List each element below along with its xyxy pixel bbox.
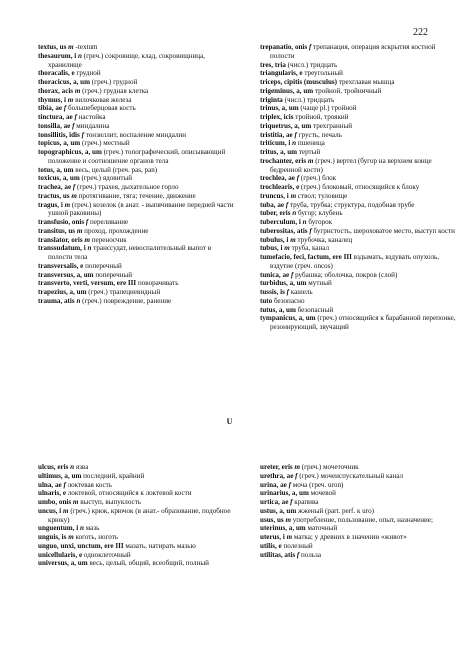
dictionary-entry [38,551,234,560]
dictionary-entry [260,227,456,236]
entry-headword: tussis, is [260,288,285,296]
entry-headword: urina, ae [260,480,287,489]
entry-gender: m [72,498,79,506]
entry-headword: trepanatio, onis [260,43,308,51]
dictionary-column-bottom-right [260,463,456,559]
dictionary-entry [260,524,456,533]
dictionary-entry [38,122,234,131]
entry-headword: trinus, a, um [260,104,299,113]
entry-gender: n [302,218,307,226]
entry-headword: transsudatum, i [38,244,86,253]
entry-definition: поворачивать [136,279,179,288]
entry-definition: вилочковая железа [73,95,132,104]
entry-definition: безопасный [295,305,334,314]
entry-headword: unicellularis, e [38,550,83,559]
entry-gender: n [80,524,84,533]
entry-definition: (греч.) мочеточник [300,463,359,471]
dictionary-entry [38,96,234,105]
dictionary-entry [38,218,234,227]
entry-headword: ustus, a, um [260,506,297,515]
entry-definition: (греч.) топографический, описывающий положение и соотношение органов тела [48,148,226,165]
dictionary-entry [38,244,234,262]
entry-gender: f [63,104,67,113]
entry-definition: протягивание, тяга; течение, движение [76,191,196,200]
dictionary-entry [38,131,234,140]
dictionary-entry [260,131,456,140]
entry-headword: usus, us [260,515,284,524]
entry-definition: трепанация, операция вскрытия костной полости [270,43,436,60]
entry-headword: triquetrus, a, um [260,121,312,130]
entry-definition: (греч.) блоковый, относящийся к блоку [299,183,420,191]
dictionary-entry [260,489,456,498]
entry-definition: (греч.) относящийся к барабанной перепонке, резонирующий, звучащий [270,314,456,331]
entry-definition: бугристость, шероховатое место, выступ кости [311,226,455,235]
entry-gender: m [67,95,74,104]
entry-definition: (греч.) мочеиспускательный канал [297,471,404,480]
dictionary-entry [260,236,456,245]
entry-headword: trigeminus, a, um [260,86,314,95]
entry-headword: transverto, verti, versum, ere III [38,279,137,288]
dictionary-entry [260,542,456,551]
entry-headword: turbidus, a, um [260,279,307,288]
entry-definition: бугор; клубень [296,209,343,218]
entry-gender: f [85,218,89,226]
entry-headword: urethra, ae [260,471,294,480]
dictionary-entry [260,533,456,542]
entry-headword: topographicus, a, um [38,148,102,156]
entry-gender: n [292,209,297,218]
entry-definition: (греч.) козелок (в анат. - выпячивание передней части ушной раковины) [48,200,234,218]
entry-gender: f [288,480,291,489]
dictionary-entry [260,551,456,560]
dictionary-entry [38,148,234,166]
entry-headword: tres, tria [260,60,286,69]
entry-definition: бугорок [306,218,333,226]
entry-gender: m [286,533,293,541]
dictionary-entry [38,87,234,96]
entry-headword: thoracalis, e [38,69,75,78]
dictionary-entry [38,472,234,481]
entry-headword: translator, oris [38,235,83,244]
entry-gender: m [63,506,69,515]
entry-definition: тонзиллит, воспаление миндалин [83,130,187,139]
entry-gender: m [84,235,90,244]
entry-definition: трубочка, каналец [295,235,353,244]
entry-headword: totus, a, um [38,165,74,174]
dictionary-entry [38,192,234,201]
entry-definition: ствол; туловище [296,191,348,200]
entry-definition: поперечный [83,261,122,270]
entry-headword: tuto [260,296,273,305]
entry-headword: tunica, ae [260,270,290,279]
entry-gender: n [70,463,75,471]
entry-gender: m [284,244,290,253]
entry-definition: миндалина [74,121,110,130]
entry-headword: utilis, e [260,541,282,550]
dictionary-entry [260,192,456,201]
dictionary-entry [260,201,456,210]
entry-headword: uncus, i [38,506,62,515]
dictionary-entry [260,507,456,516]
entry-headword: trochlea, ae [260,174,295,183]
dictionary-entry [38,262,234,271]
dictionary-entry [260,174,456,183]
dictionary-entry [38,43,234,52]
entry-headword: tinctura, ae [38,113,73,121]
entry-gender: f [290,498,293,506]
entry-headword: trauma, atis [38,296,75,305]
entry-gender: m [294,463,301,471]
dictionary-entry [260,122,456,131]
dictionary-entry [38,78,234,87]
dictionary-entry [38,236,234,245]
entry-headword: unguentum, i [38,524,79,533]
entry-definition: мочевой [308,489,336,498]
entry-definition: последний, крайний [81,471,145,480]
entry-gender: f [72,183,76,191]
entry-definition: (греч.) местный [80,139,130,148]
entry-headword: uterinus, a, um [260,524,306,533]
entry-definition: коготь, ноготь [73,533,119,541]
entry-definition: моча (греч. uron) [290,480,344,489]
entry-headword: trachea, ae [38,183,72,191]
entry-headword: umbo, onis [38,498,72,506]
entry-gender: m [64,200,71,209]
dictionary-entry [260,271,456,280]
entry-headword: tuber, eris [260,209,291,218]
entry-headword: triceps, cipitis (musculus) [260,78,338,86]
dictionary-entry [38,463,234,472]
entry-gender: f [63,480,66,489]
entry-headword: thorax, acis [38,86,74,95]
entry-definition: весь, целый (греч. pas, pan) [73,165,158,174]
dictionary-entry [260,253,456,271]
entry-definition: вздымать, вздувать опухоль, вздутие (греч. oncos) [270,253,439,270]
entry-headword: unguis, is [38,533,67,541]
entry-definition: употребление, пользование, опыт, назначение; [290,515,433,524]
entry-headword: urtica, ae [260,498,289,506]
entry-gender: m [290,235,296,244]
dictionary-entry [260,516,456,525]
entry-headword: toxicus, a, um [38,174,80,183]
entry-headword: thymus, i [38,95,66,104]
entry-headword: ulna, ae [38,480,62,489]
entry-headword: tutus, a, um [260,305,296,314]
entry-headword: urinarius, a, um [260,489,309,498]
entry-definition: мутный [306,279,332,288]
entry-definition: переносчик [89,235,127,244]
dictionary-column-bottom-left [38,463,234,568]
entry-definition: матка; у древних в значении «живот» [292,533,407,541]
dictionary-entry [38,166,234,175]
dictionary-entry [38,113,234,122]
dictionary-entry [260,306,456,315]
entry-headword: tritus, a, um [260,148,298,156]
entry-headword: ulcus, eris [38,463,69,471]
dictionary-entry [38,279,234,288]
entry-definition: грусть, печаль [296,130,342,139]
entry-headword: tumefacio, feci, factum, ere III [260,253,352,261]
dictionary-entry [260,87,456,96]
dictionary-entry [38,201,234,219]
entry-headword: transversus, a, um [38,270,94,279]
entry-gender: m [74,86,81,95]
entry-definition: (греч.) сокровище, клад, сокровищница, хранилище [48,51,205,69]
entry-headword: tubulus, i [260,235,289,244]
entry-headword: trapezius, a, um [38,288,87,296]
entry-definition: локтевая кость [65,480,113,489]
entry-definition: тройной, тройничный [313,86,382,95]
dictionary-entry [38,542,234,551]
dictionary-entry [260,297,456,306]
entry-headword: triginta [260,95,283,104]
dictionary-entry [260,43,456,61]
dictionary-entry [260,69,456,78]
dictionary-entry [38,174,234,183]
entry-definition: проход, прохождение [82,226,149,235]
dictionary-entry [38,533,234,542]
entry-headword: universus, a, um [38,559,88,568]
entry-gender: m [71,191,77,200]
dictionary-entry [38,227,234,236]
dictionary-entry [260,104,456,113]
entry-definition: кашель [289,288,313,296]
entry-definition: маточный [305,524,338,533]
entry-gender: n [76,296,81,305]
dictionary-entry [38,498,234,507]
entry-gender: m [68,533,74,541]
dictionary-entry [260,314,456,332]
section-letter: U [226,417,233,426]
dictionary-entry [260,244,456,253]
entry-headword: ultimus, a, um [38,471,82,480]
entry-definition: рубашка; оболочка, покров (слой) [293,270,398,279]
dictionary-entry [260,463,456,472]
entry-definition: трехгранный [311,121,353,130]
dictionary-entry [260,139,456,148]
entry-headword: textus, us [38,43,67,51]
entry-gender: f [286,288,289,296]
entry-definition: мазать, натирать мазью [123,541,196,550]
entry-gender: f [285,200,289,209]
dictionary-entry [260,96,456,105]
dictionary-entry [38,52,234,70]
entry-headword: topicus, a, um [38,139,81,148]
entry-headword: tuberculum, i [260,218,301,226]
entry-definition: труба, трубка; структура, подобная трубе [288,200,415,209]
entry-definition: (греч.) блок [299,174,337,183]
entry-gender: f [309,226,312,235]
entry-headword: tuba, ae [260,200,285,209]
entry-definition: пшеница [296,139,325,148]
entry-definition: одноклеточный [82,550,131,559]
entry-gender: f [290,270,294,279]
entry-headword: uterus, i [260,533,285,541]
entry-gender: f [81,130,84,139]
entry-definition: поперечный [93,270,133,279]
entry-gender: m [68,43,74,51]
entry-headword: tympanicus, a, um [260,314,316,323]
dictionary-entry [260,113,456,122]
entry-headword: transversalis, e [38,261,84,270]
entry-gender: n [292,139,297,148]
entry-headword: trochanter, eris [260,156,307,165]
entry-headword: transitus, us [38,226,76,235]
entry-gender: m [307,156,314,165]
entry-headword: ureter, eris [260,463,293,471]
dictionary-entry [38,507,234,525]
dictionary-entry [260,148,456,157]
dictionary-entry [38,104,234,113]
dictionary-entry [260,279,456,288]
dictionary-entry [260,157,456,175]
entry-headword: tractus, us [38,191,70,200]
entry-definition: выступ, выпуклость [78,498,142,506]
entry-definition: мазь [83,524,100,533]
entry-headword: tragus, i [38,200,63,209]
entry-definition: весь, целый, общий, всеобщий, полный [87,559,209,568]
dictionary-entry [38,69,234,78]
entry-definition: (греч.) крюк, крючок (в анат.- образование, подобное крюку) [48,506,231,524]
dictionary-entry [38,489,234,498]
entry-gender: f [294,130,297,139]
entry-gender: m [76,226,83,235]
entry-headword: ulnaris, e [38,489,66,498]
dictionary-entry [38,183,234,192]
entry-gender: f [295,471,298,480]
entry-definition: (греч.) грудной [90,78,138,86]
entry-definition: (греч.) грудная клетка [80,86,149,95]
entry-definition: треугольный [302,69,343,78]
dictionary-entry [38,297,234,306]
entry-headword: tonsilla, ae [38,121,71,130]
dictionary-entry [260,472,456,481]
entry-headword: triticum, i [260,139,291,148]
entry-headword: utilitas, atis [260,550,296,559]
entry-definition: локтевой, относящийся к локтевой кости [65,489,192,498]
entry-gender: f [296,550,300,559]
entry-headword: triplex, icis [260,113,294,121]
entry-headword: tubus, i [260,244,283,253]
entry-definition: тройной, троякий [293,113,349,121]
entry-definition: полезный [281,541,313,550]
dictionary-entry [38,139,234,148]
dictionary-entry [260,498,456,507]
entry-headword: tuberositas, atis [260,226,308,235]
dictionary-entry [260,61,456,70]
entry-definition: (числ.) тридцать [282,95,335,104]
dictionary-entry [38,481,234,490]
entry-definition: -textum [73,43,98,51]
dictionary-entry [260,218,456,227]
entry-definition: транссудат, невоспалительный выпот в полости тела [48,244,212,261]
entry-headword: triangularis, e [260,69,303,78]
entry-headword: tibia, ae [38,104,63,113]
entry-headword: tristitia, ae [260,130,293,139]
dictionary-entry [260,183,456,192]
dictionary-entry [260,481,456,490]
entry-definition: (чаще pl.) тройной [298,104,357,113]
dictionary-entry [38,559,234,568]
entry-definition: настойка [76,113,106,121]
entry-headword: truncus, i [260,191,289,200]
entry-headword: thesaurum, i [38,51,77,60]
entry-gender: m [290,191,297,200]
entry-headword: thoracicus, a, um [38,78,91,86]
entry-gender: n [78,51,82,60]
dictionary-entry [38,288,234,297]
entry-definition: труба, канал [289,244,330,253]
entry-definition: (греч.) повреждение, ранение [80,296,172,305]
dictionary-entry [38,271,234,280]
entry-definition: польза [299,550,321,559]
dictionary-entry [260,288,456,297]
entry-headword: trochlearis, e [260,183,300,191]
entry-definition: (греч.) ядовитый [79,174,133,183]
entry-gender: f [74,113,77,121]
dictionary-entry [38,524,234,533]
entry-gender: n [87,244,92,253]
entry-definition: (греч.) трапециевидный [86,288,161,296]
entry-gender: f [296,174,300,183]
entry-definition: трехглавая мышца [337,78,395,86]
dictionary-entry [260,78,456,87]
entry-definition: безопасно [272,296,305,305]
entry-headword: unguo, unxi, unctum, ere III [38,541,124,550]
entry-definition: большеберцовая кость [66,104,136,113]
entry-definition: тертый [297,148,321,156]
entry-definition: переливание [88,218,129,226]
page-number: 222 [413,27,428,38]
entry-definition: грудной [74,69,101,78]
entry-definition: (числ.) тридцать [285,60,338,69]
entry-definition: (греч.) вертел (бугор на верхнем конце бедренной кости) [270,156,432,174]
entry-headword: tonsillitis, idis [38,130,80,139]
dictionary-entry [260,209,456,218]
entry-gender: f [72,121,75,130]
entry-definition: крапива [292,498,319,506]
entry-gender: m [285,515,291,524]
entry-gender: f [308,43,312,51]
dictionary-column-top-left [38,43,234,306]
entry-definition: язва [74,463,89,471]
dictionary-column-top-right [260,43,456,332]
entry-definition: жженый (part. perf. к uro) [296,506,374,515]
entry-headword: transfusio, onis [38,218,85,226]
entry-definition: (греч.) трахея, дыхательное горло [75,183,179,191]
